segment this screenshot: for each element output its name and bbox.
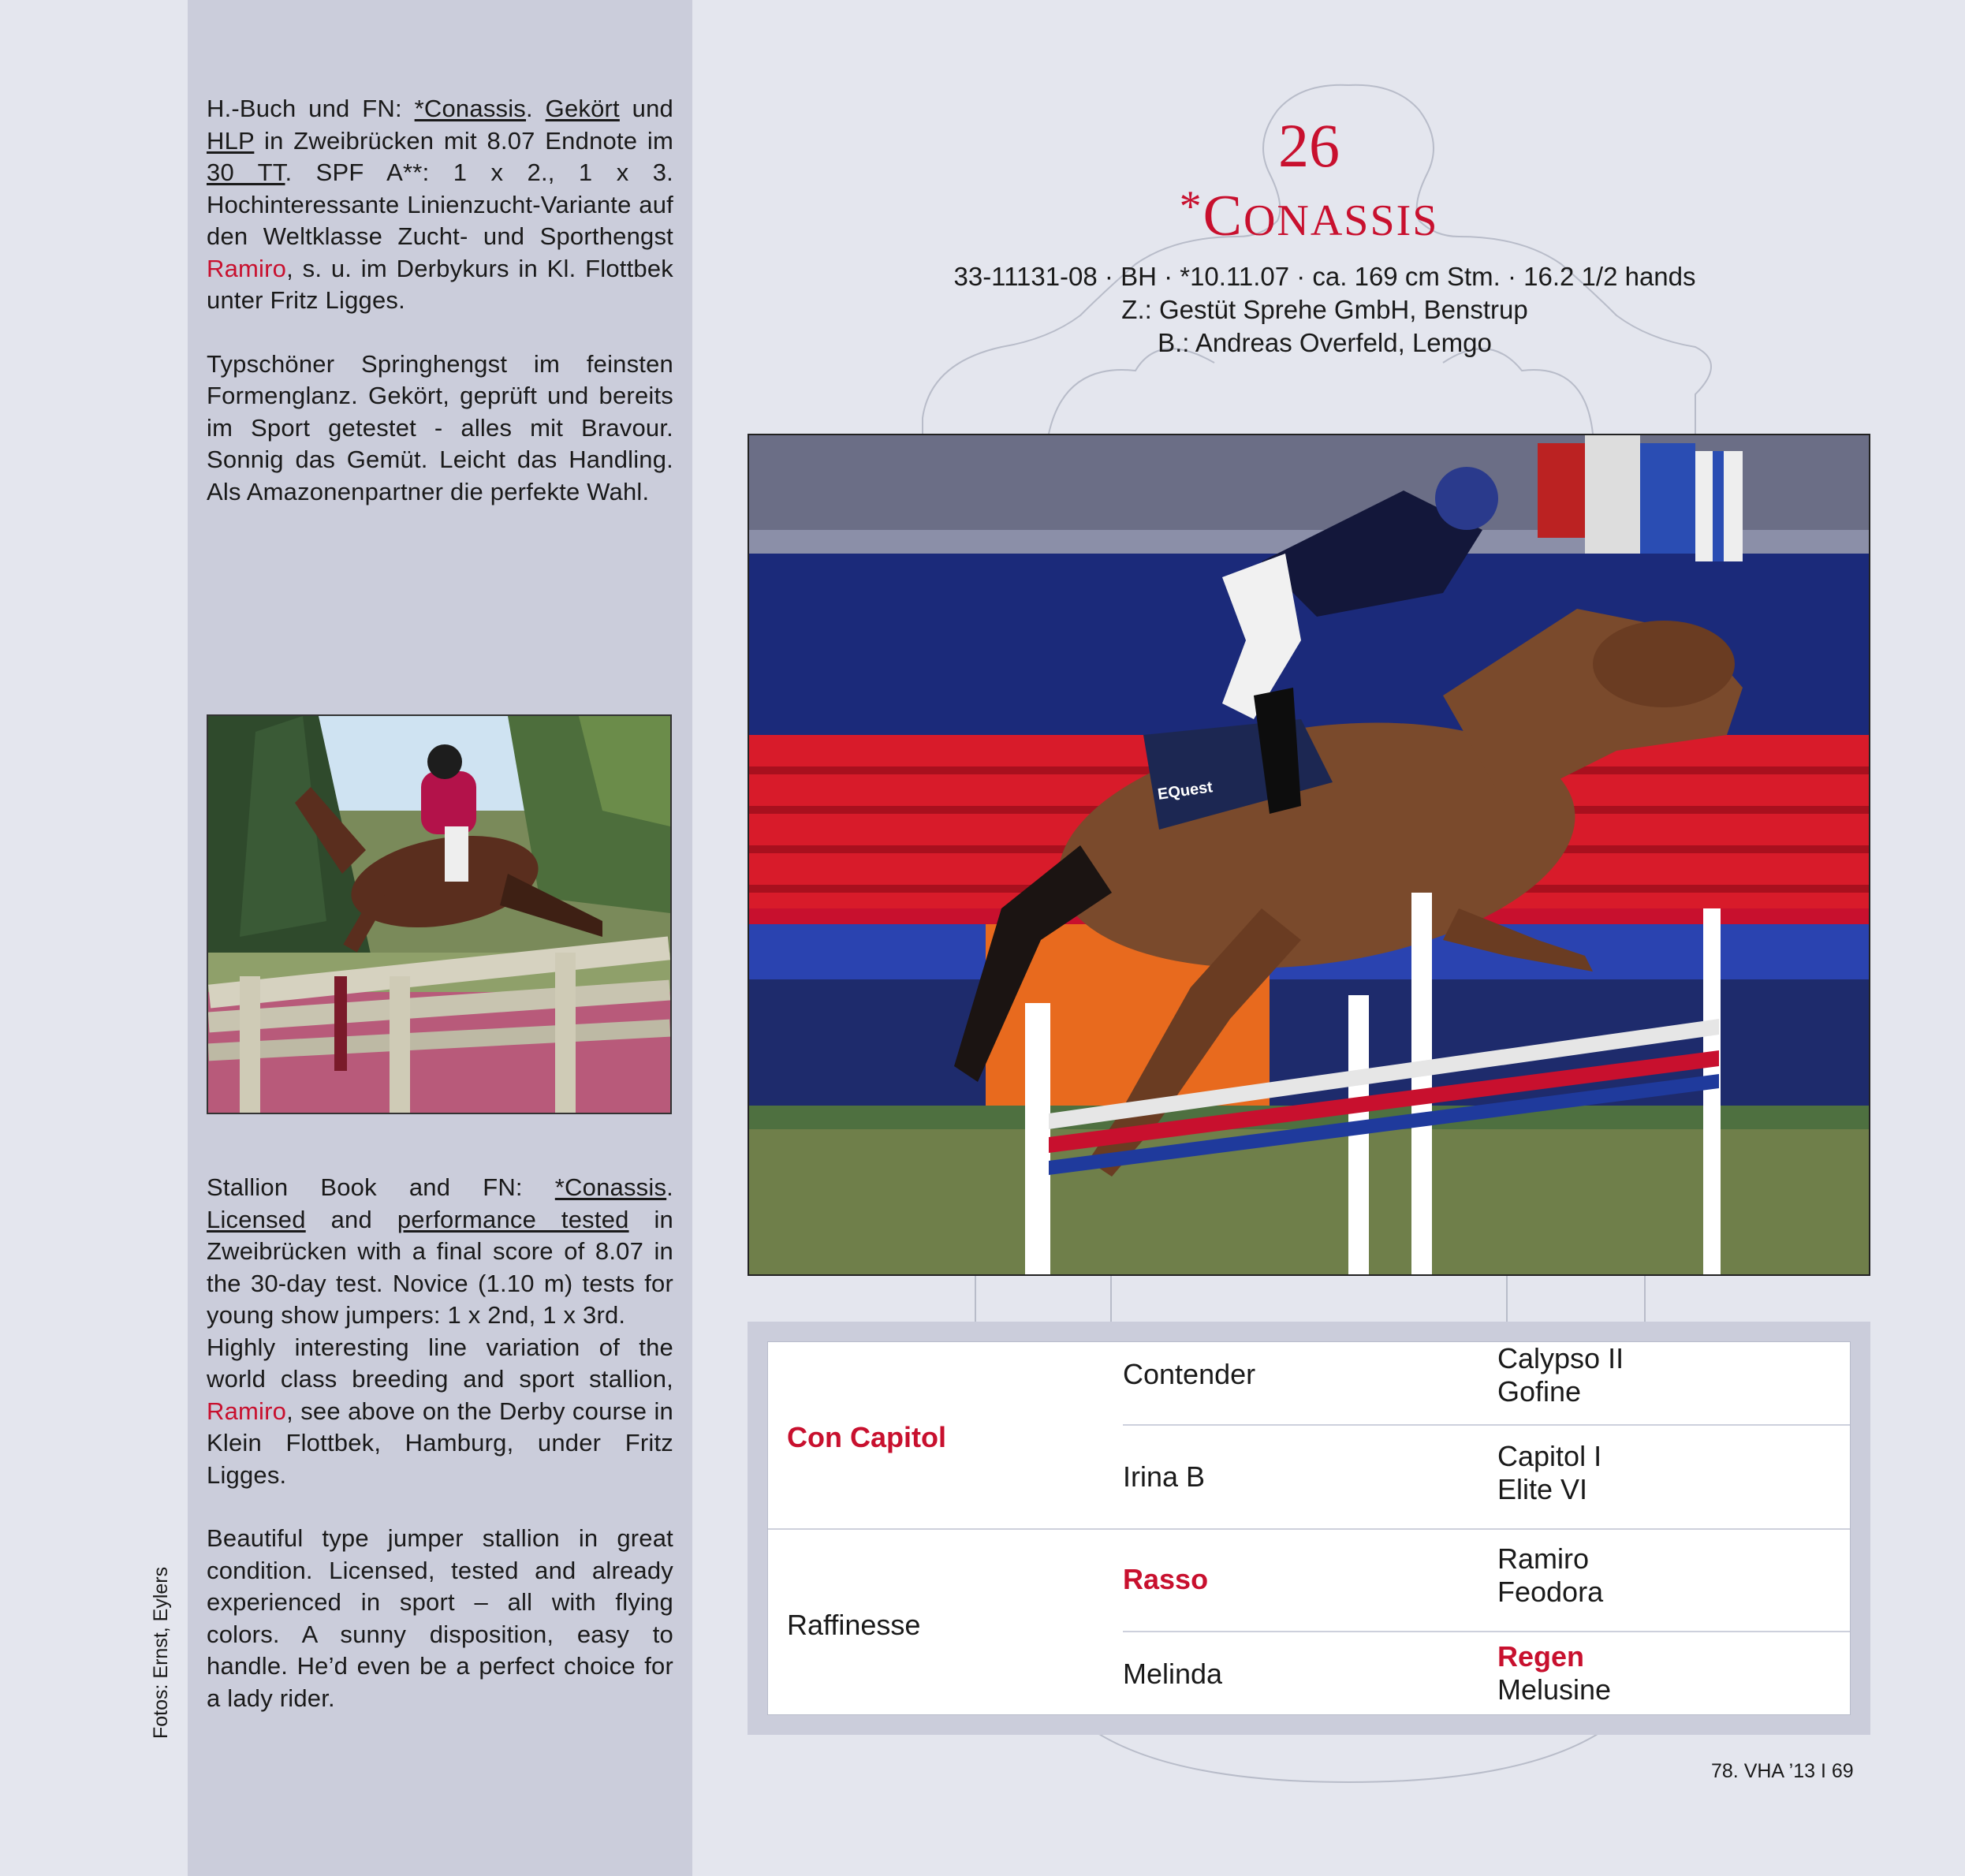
english-paragraph-2: Highly interesting line variation of the world class breeding and sport stallion, Ramiro, see above on the Derby course in Klein Flottbek, Hamburg, under Fritz Ligges. [207, 1333, 673, 1489]
pedigree-ggp: Elite VI [1497, 1473, 1588, 1505]
page-footer: 78. VHA ’13 I 69 [1711, 1760, 1854, 1782]
horse-name: *CONASSIS [1179, 182, 1439, 248]
derby-jump-photo [207, 714, 672, 1114]
saddle-pad-logo: EQuest [1156, 778, 1214, 804]
pedigree-ggp: Capitol I [1497, 1440, 1602, 1472]
connector-line [975, 1276, 976, 1322]
pedigree-divider [1123, 1631, 1850, 1632]
ramiro-link-en: Ramiro [207, 1397, 287, 1425]
pedigree-ggp: Ramiro [1497, 1542, 1590, 1575]
pedigree-dam-dam: Melinda [1123, 1658, 1223, 1690]
registration-info: 33-11131-08 · BH · *10.11.07 · ca. 169 cm Stm. · 16.2 1/2 hands [953, 262, 1696, 291]
pedigree-ggp: Feodora [1497, 1576, 1604, 1608]
pedigree-sire-dam: Irina B [1123, 1460, 1206, 1493]
german-paragraph-1: H.-Buch und FN: *Conassis. Gekört und HLP in Zweibrücken mit 8.07 Endnote im 30 TT. SPF A**: 1 x 2., 1 x 3. Hochinteressante Linienzucht-Variante auf den Weltklasse Zucht- und Sporthengst Ramiro, s. u. im Derbykurs in Kl. Flottbek unter Fritz Ligges. [207, 95, 673, 314]
german-description [207, 93, 673, 508]
photo-credit: Fotos: Ernst, Eylers [150, 1566, 172, 1739]
pedigree-sire-sire: Contender [1123, 1358, 1256, 1390]
pedigree-ggp: Melusine [1497, 1673, 1612, 1706]
pedigree-dam-sire: Rasso [1123, 1563, 1209, 1595]
pedigree-sire: Con Capitol [787, 1421, 946, 1453]
pedigree-divider [768, 1528, 1850, 1530]
main-jump-photo [748, 434, 1870, 1276]
pedigree-divider [1123, 1424, 1850, 1426]
pedigree-ggp: Gofine [1497, 1375, 1582, 1408]
pedigree-table [767, 1341, 1851, 1715]
pedigree-dam: Raffinesse [787, 1609, 921, 1641]
connector-line [1506, 1276, 1508, 1322]
pedigree-ggp: Regen [1497, 1640, 1585, 1673]
connector-line [1644, 1276, 1646, 1322]
german-paragraph-2: Typschöner Springhengst im feinsten Formenglanz. Gekört, geprüft und bereits im Sport getestet - alles mit Bravour. Sonnig das Gemüt. Leicht das Handling. Als Amazonenpartner die perfekte Wahl. [207, 349, 673, 505]
pedigree-ggp: Calypso II [1497, 1342, 1624, 1374]
connector-line [1110, 1276, 1112, 1322]
owner-info: B.: Andreas Overfeld, Lemgo [1158, 328, 1492, 357]
catalog-number: 26 [1278, 111, 1340, 180]
ramiro-link: Ramiro [207, 254, 287, 282]
english-description [207, 1172, 673, 1714]
breeder-info: Z.: Gestüt Sprehe GmbH, Benstrup [1121, 295, 1528, 324]
english-paragraph-1: Stallion Book and FN: *Conassis. Licensed and performance tested in Zweibrücken with a final score of 8.07 in the 30-day test. Novice (1.10 m) tests for young show jumpers: 1 x 2nd, 1 x 3rd. [207, 1173, 673, 1329]
english-paragraph-3: Beautiful type jumper stallion in great condition. Licensed, tested and already experienced in sport – all with flying colors. A sunny disposition, easy to handle. He’d even be a perfect choice for a lady rider. [207, 1524, 673, 1712]
